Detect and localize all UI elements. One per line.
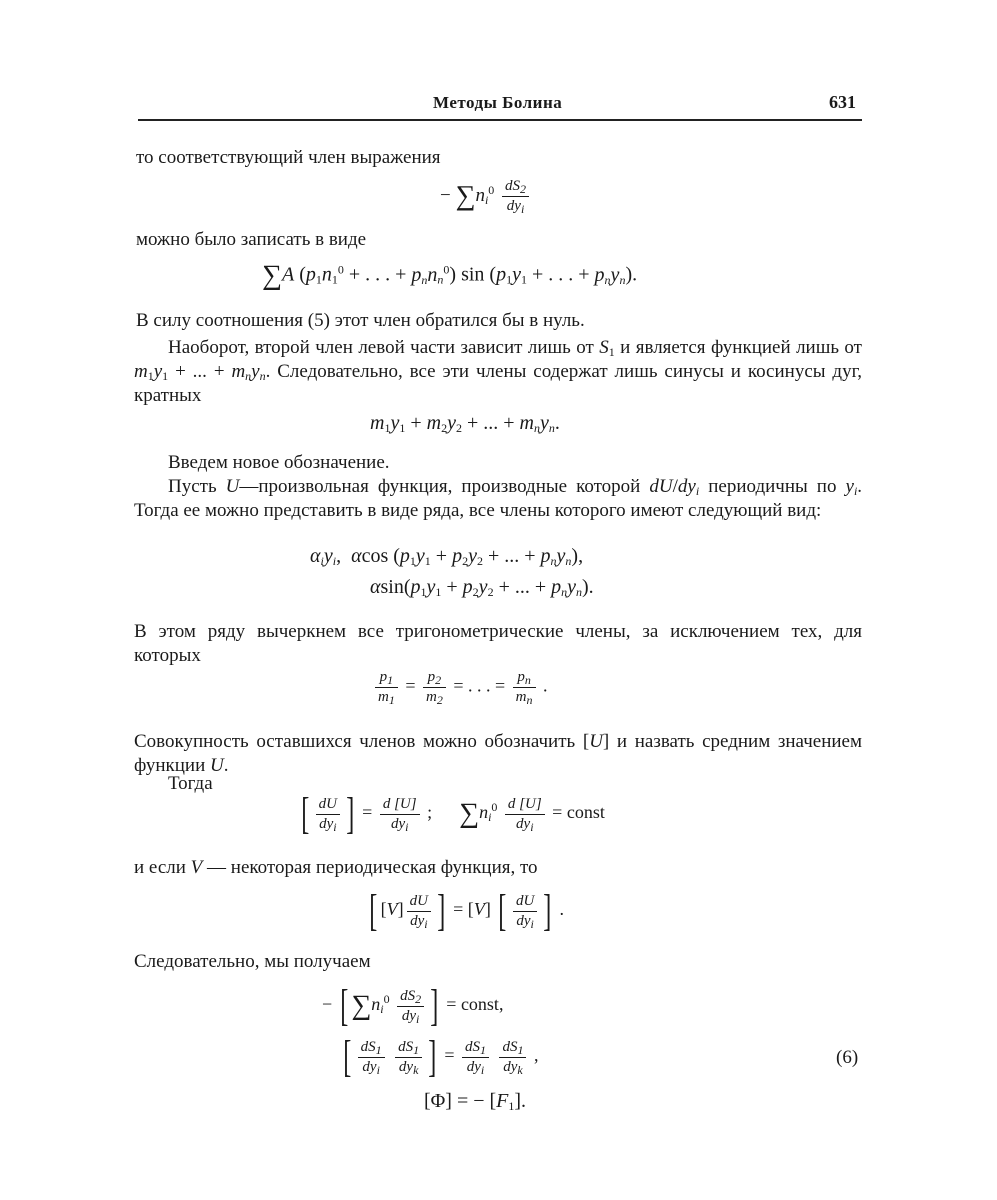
running-head-title: Методы Болина [433, 93, 563, 112]
paragraph-10: и если V — некоторая периодическая функция, то [134, 857, 538, 878]
header-rule [138, 119, 862, 121]
paragraph-8: Совокупность оставшихся членов можно обозначить [U] и назвать средним значением функции U. [134, 731, 863, 776]
formula-sum-dS2: − $\sum n_i^0$ $\frac{dS_2}{dy_i}$ [440, 177, 532, 216]
formula-system-line-2: [ $\frac{dS_1}{dy_i}$ $\frac{dS_1}{dy_k}$ ] = $\frac{dS_1}{dy_i}$ $\frac{dS_1}{dy_k}$ , [343, 1032, 539, 1081]
formula-series-terms-2: $\alpha\sin(p_1y_1 + p_2y_2$ + ... + $p_ny_n$). [370, 576, 594, 599]
formula-m-y-sum: $m_1y_1 + m_2y_2$ + ... + $m_ny_n$. [370, 412, 560, 435]
paragraph-4: Наоборот, второй член левой части зависит лишь от $S_1$ и является функцией лишь от $m_1y_1$ + ... + $m_ny_n$. Следовательно, все эти члены содержат лишь синусы и косинусы дуг, кратных [134, 337, 862, 406]
paragraph-1: то соответствующий член выражения [136, 147, 441, 168]
formula-mean-derivative: [ $\frac{dU}{dy_i}$ ] = $\frac{d [U]}{dy_i}$ ; $\sum n_i^0$ $\frac{d [U]}{dy_i}$ = const [301, 789, 605, 838]
paragraph-3: В силу соотношения (5) этот член обратился бы в нуль. [136, 310, 585, 331]
paragraph-11: Следовательно, мы получаем [134, 951, 371, 972]
page-number: 631 [829, 92, 856, 112]
formula-series-terms-1: $\alpha_iy_i$, αcos ($p_1y_1 + p_2y_2$ + ... + $p_ny_n$), [310, 545, 584, 568]
paragraph-5: Введем новое обозначение. [168, 452, 390, 473]
paragraph-2: можно было записать в виде [136, 229, 367, 250]
formula-system-line-1: − [ $\sum n_i^0$ $\frac{dS_2}{dy_i}$ ] = const, [322, 981, 504, 1030]
formula-system-line-3: [Φ] = − $[F_1]$. [424, 1090, 527, 1113]
formula-sum-A-sin: ∑A ($p_1n_1^0$ + . . . + $p_nn_n^0$) $\sin (p_1y_1$ + . . . + $p_ny_n$). [262, 260, 638, 291]
paragraph-6: Пусть U—произвольная функция, производные которой $dU/dy_i$ периодичны по $y_i$. Тогда ее можно представить в виде ряда, все члены которого имеют следующий вид: [134, 476, 863, 521]
paragraph-9: Тогда [168, 773, 213, 794]
paragraph-7: В этом ряду вычеркнем все тригонометрические члены, за исключением тех, для которых [134, 621, 862, 666]
formula-V-dU: [ [V] $\frac{dU}{dy_i}$ ] = [V] [ $\frac{dU}{dy_i}$ ] . [369, 886, 564, 935]
formula-ratio-equality: $\frac{p_1}{m_1}$ = $\frac{p_2}{m_2}$ = . . . = $\frac{p_n}{m_n}$ . [372, 668, 548, 707]
equation-number: (6) [836, 1047, 859, 1068]
